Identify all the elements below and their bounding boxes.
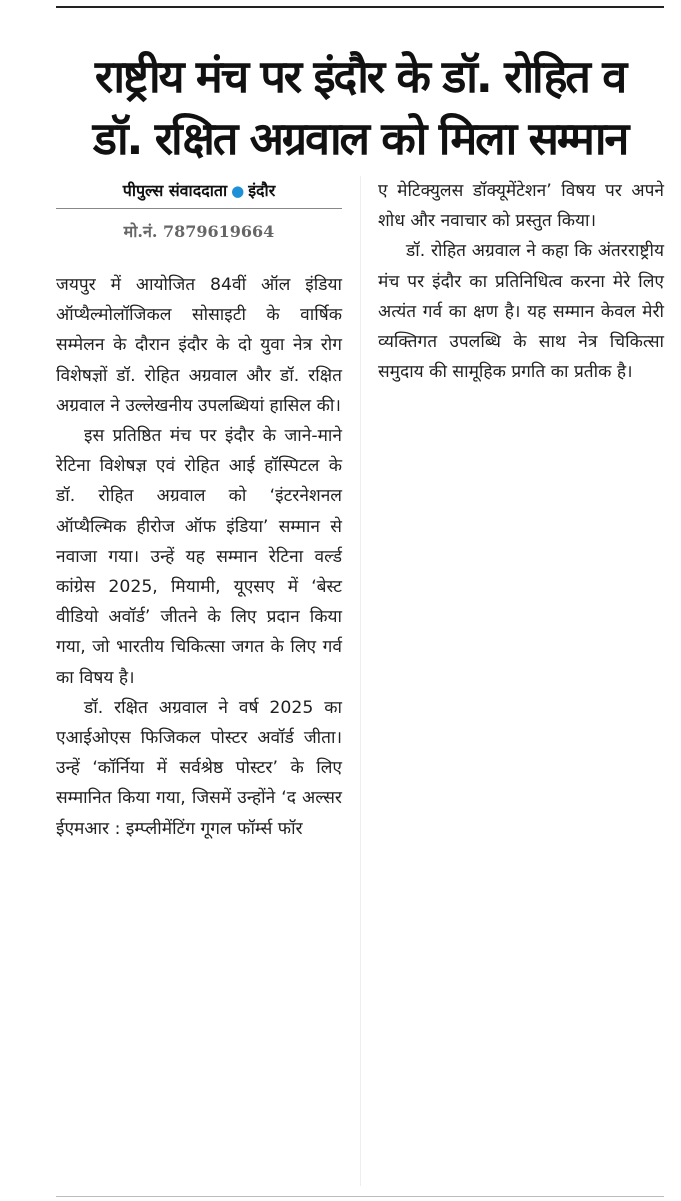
reporter-phone: मो.नं. 7879619664: [123, 222, 275, 241]
top-rule: [56, 6, 664, 8]
paragraph: डॉ. रक्षित अग्रवाल ने वर्ष 2025 का एआईओएस फिजिकल पोस्टर अवॉर्ड जीता। उन्हें ‘कॉर्निया में सर्वश्रेष्ठ पोस्टर’ के लिए सम्मानित किया गया, जिसमें उन्होंने ‘द अल्सर ईएमआर : इम्प्लीमेंटिंग गूगल फॉर्म्स फॉर: [56, 697, 342, 839]
byline: [56, 178, 342, 209]
column-divider: [360, 176, 361, 1186]
byline-city: इंदौर: [248, 181, 276, 200]
paragraph: डॉ. रोहित अग्रवाल ने कहा कि अंतरराष्ट्रीय मंच पर इंदौर का प्रतिनिधित्व करना मेरे लिए अत्यंत गर्व का क्षण है। यह सम्मान केवल मेरी व्यक्तिगत उपलब्धि के साथ नेत्र चिकित्सा समुदाय की सामूहिक प्रगति का प्रतीक है।: [378, 241, 664, 383]
byline-reporter: पीपुल्स संवाददाता: [122, 181, 228, 200]
byline-dot-icon: ●: [231, 182, 245, 200]
right-column: [378, 176, 664, 387]
paragraph: इस प्रतिष्ठित मंच पर इंदौर के जाने-माने रेटिना विशेषज्ञ एवं रोहित आई हॉस्पिटल के डॉ. रोहित अग्रवाल को ‘इंटरनेशनल ऑप्थैल्मिक हीरोज ऑफ इंडिया’ सम्मान से नवाजा गया। उन्हें यह सम्मान रेटिना वर्ल्ड कांग्रेस 2025, मियामी, यूएसए में ‘बेस्ट वीडियो अवॉर्ड’ जीतने के लिए प्रदान किया गया, जो भारतीय चिकित्सा जगत के लिए गर्व का विषय है।: [56, 426, 342, 688]
headline-line-2: डॉ. रक्षित अग्रवाल को मिला सम्मान: [92, 112, 628, 165]
headline: [56, 46, 664, 170]
paragraph: जयपुर में आयोजित 84वीं ऑल इंडिया ऑप्थैल्मोलॉजिकल सोसाइटी के वार्षिक सम्मेलन के दौरान इंदौर के दो युवा नेत्र रोग विशेषज्ञों डॉ. रोहित अग्रवाल और डॉ. रक्षित अग्रवाल ने उल्लेखनीय उपलब्धियां हासिल की।: [56, 275, 342, 416]
paragraph: ए मेटिक्युलस डॉक्यूमेंटेशन’ विषय पर अपने शोध और नवाचार को प्रस्तुत किया।: [378, 181, 664, 232]
left-column: [56, 270, 342, 844]
bottom-rule: [56, 1196, 664, 1197]
headline-line-1: राष्ट्रीय मंच पर इंदौर के डॉ. रोहित व: [94, 50, 626, 103]
